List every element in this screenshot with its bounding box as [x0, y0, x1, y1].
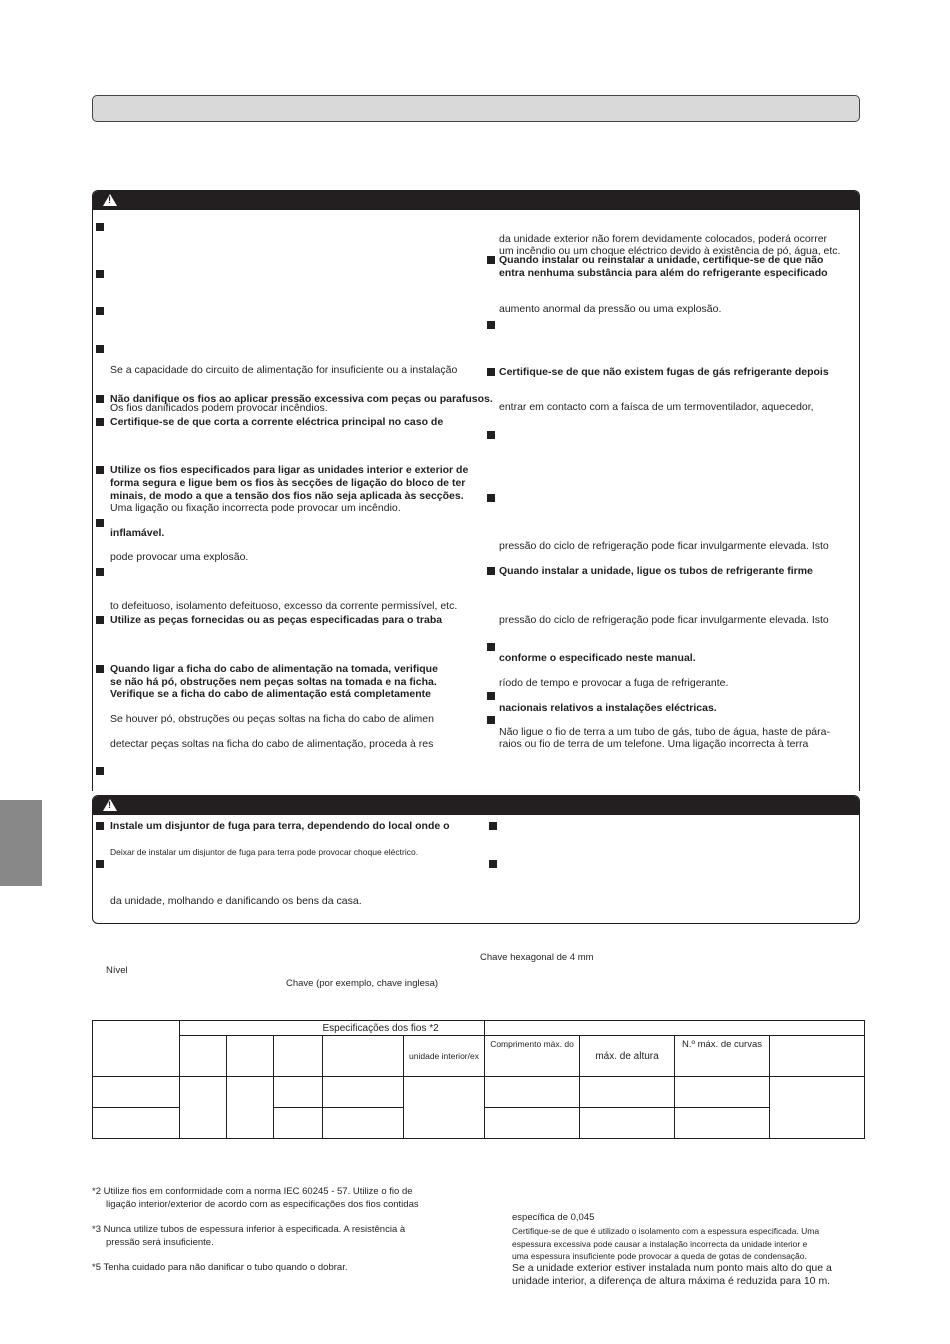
note-height-1: Se a unidade exterior estiver instalada num ponto mais alto do que a — [512, 1262, 832, 1274]
square-bullet-icon — [487, 716, 495, 724]
square-bullet-icon — [96, 767, 104, 775]
square-bullet-icon — [96, 307, 104, 315]
table-col-max-height: máx. de altura — [580, 1036, 675, 1077]
table-cell — [580, 1077, 675, 1108]
square-bullet-icon — [96, 270, 104, 278]
table-cell — [274, 1077, 323, 1108]
square-bullet-icon — [96, 519, 104, 527]
table-cell — [323, 1108, 404, 1139]
square-bullet-icon — [96, 223, 104, 231]
square-bullet-icon — [96, 395, 104, 403]
tool-hex-key: Chave hexagonal de 4 mm — [480, 952, 594, 963]
paragraph-text: da unidade, molhando e danificando os bens da casa. — [110, 895, 362, 907]
square-bullet-icon — [96, 345, 104, 353]
warning-triangle-icon — [103, 194, 117, 206]
table-cell — [485, 1077, 580, 1108]
table-cell — [93, 1077, 180, 1108]
table-cell — [485, 1108, 580, 1139]
note-insulation-1: Certifique-se de que é utilizado o isolamento com a espessura especificada. Uma — [512, 1226, 820, 1236]
paragraph-text: nacionais relativos a instalações eléctricas. — [499, 702, 717, 714]
square-bullet-icon — [96, 616, 104, 624]
paragraph-text: detectar peças soltas na ficha do cabo de alimentação, proceda à res — [110, 738, 434, 750]
bullet-text: Quando instalar ou reinstalar a unidade, certifique-se de que não — [499, 254, 824, 266]
note-specific: específica de 0,045 — [512, 1212, 595, 1223]
note-height-2: unidade interior, a diferença de altura máxima é reduzida para 10 m. — [512, 1275, 831, 1287]
table-cell — [404, 1077, 485, 1139]
table-cell — [93, 1108, 180, 1139]
paragraph-text: Se a capacidade do circuito de alimentação for insuficiente ou a instalação — [110, 364, 458, 376]
table-group-header: Especificações dos fios *2 — [323, 1021, 485, 1036]
note-insulation-2: espessura excessiva pode causar a instalação incorrecta da unidade interior e — [512, 1239, 808, 1249]
note-3-line1: *3 Nunca utilize tubos de espessura inferior à especificada. A resistência à — [92, 1224, 406, 1235]
paragraph-text: um incêndio ou um choque eléctrico devido à existência de pó, água, etc. — [499, 245, 841, 257]
paragraph-text: inflamável. — [110, 527, 165, 539]
square-bullet-icon — [96, 466, 104, 474]
bullet-text: Não danifique os fios ao aplicar pressão excessiva com peças ou parafusos. — [110, 393, 493, 405]
table-cell — [274, 1036, 323, 1077]
paragraph-text: Uma ligação ou fixação incorrecta pode provocar um incêndio. — [110, 502, 401, 514]
language-side-tab — [0, 800, 42, 886]
paragraph-text: conforme o especificado neste manual. — [499, 652, 696, 664]
square-bullet-icon — [487, 321, 495, 329]
table-col-interior-exterior: unidade interior/ex — [404, 1036, 485, 1077]
bullet-text: Instale um disjuntor de fuga para terra, dependendo do local onde o — [110, 820, 450, 832]
paragraph-text: ríodo de tempo e provocar a fuga de refrigerante. — [499, 677, 729, 689]
table-cell — [675, 1077, 770, 1108]
table-col-max-bends: N.º máx. de curvas — [675, 1036, 770, 1077]
note-insulation-3: uma espessura insuficiente pode provocar a queda de gotas de condensação. — [512, 1251, 807, 1261]
square-bullet-icon — [487, 494, 495, 502]
paragraph-text: Não ligue o fio de terra a um tubo de gás, tubo de água, haste de pára- — [499, 726, 830, 738]
note-2-line1: *2 Utilize fios em conformidade com a norma IEC 60245 - 57. Utilize o fio de — [92, 1186, 413, 1197]
square-bullet-icon — [487, 692, 495, 700]
specification-table — [92, 1020, 865, 1139]
square-bullet-icon — [96, 665, 104, 673]
warning-header — [93, 191, 859, 210]
note-2-line2: ligação interior/exterior de acordo com as especificações dos fios contidas — [106, 1199, 419, 1210]
paragraph-text: pode provocar uma explosão. — [110, 551, 249, 563]
table-cell — [580, 1108, 675, 1139]
paragraph-text: pressão do ciclo de refrigeração pode ficar invulgarmente elevada. Isto — [499, 614, 829, 626]
paragraph-text: raios ou fio de terra de um telefone. Uma ligação incorrecta à terra — [499, 738, 809, 750]
tool-level: Nível — [106, 965, 128, 976]
note-3-line2: pressão será insuficiente. — [106, 1237, 214, 1248]
caution-triangle-icon — [103, 799, 117, 811]
table-cell — [323, 1077, 404, 1108]
table-cell — [227, 1036, 274, 1077]
paragraph-text: da unidade exterior não forem devidamente colocados, poderá ocorrer — [499, 233, 828, 245]
square-bullet-icon — [487, 256, 495, 264]
paragraph-text: pressão do ciclo de refrigeração pode ficar invulgarmente elevada. Isto — [499, 540, 829, 552]
paragraph-text: aumento anormal da pressão ou uma explosão. — [499, 303, 722, 315]
bullet-text: Utilize os fios especificados para ligar as unidades interior e exterior de — [110, 464, 469, 476]
square-bullet-icon — [487, 567, 495, 575]
square-bullet-icon — [487, 368, 495, 376]
table-cell — [274, 1108, 323, 1139]
paragraph-text: minais, de modo a que a tensão dos fios não seja aplicada às secções. — [110, 490, 464, 502]
square-bullet-icon — [489, 822, 497, 830]
paragraph-text: entra nenhuma substância para além do refrigerante especificado — [499, 267, 828, 279]
table-cell — [485, 1021, 865, 1036]
caution-header — [93, 796, 859, 815]
tool-wrench: Chave (por exemplo, chave inglesa) — [286, 978, 439, 989]
table-cell — [675, 1108, 770, 1139]
square-bullet-icon — [489, 860, 497, 868]
square-bullet-icon — [487, 643, 495, 651]
square-bullet-icon — [487, 431, 495, 439]
paragraph-text: Se houver pó, obstruções ou peças soltas na ficha do cabo de alimen — [110, 713, 434, 725]
table-cell — [770, 1077, 865, 1139]
bullet-text: Utilize as peças fornecidas ou as peças especificadas para o traba — [110, 614, 443, 626]
square-bullet-icon — [96, 418, 104, 426]
bullet-text: Quando instalar a unidade, ligue os tubos de refrigerante firme — [499, 565, 813, 577]
table-cell — [227, 1077, 274, 1139]
paragraph-text: Os fios danificados podem provocar incêndios. — [110, 402, 328, 414]
table-col-max-length: Comprimento máx. do — [485, 1036, 580, 1077]
square-bullet-icon — [96, 860, 104, 868]
table-cell — [770, 1036, 865, 1077]
bullet-text: Certifique-se de que corta a corrente eléctrica principal no caso de — [110, 416, 444, 428]
note-5: *5 Tenha cuidado para não danificar o tubo quando o dobrar. — [92, 1262, 348, 1273]
bullet-text: Quando ligar a ficha do cabo de alimentação na tomada, verifique — [110, 663, 438, 675]
paragraph-text: forma segura e ligue bem os fios às secções de ligação do bloco de ter — [110, 477, 466, 489]
paragraph-text: se não há pó, obstruções nem peças soltas na tomada e na ficha. — [110, 676, 437, 688]
paragraph-text: to defeituoso, isolamento defeituoso, excesso da corrente permissível, etc. — [110, 600, 458, 612]
table-cell — [323, 1036, 404, 1077]
table-cell — [180, 1021, 323, 1036]
table-cell — [93, 1021, 180, 1077]
paragraph-text: Verifique se a ficha do cabo de alimentação está completamente — [110, 688, 431, 700]
paragraph-text: Deixar de instalar um disjuntor de fuga para terra pode provocar choque eléctrico. — [110, 847, 419, 857]
square-bullet-icon — [96, 568, 104, 576]
square-bullet-icon — [96, 822, 104, 830]
table-cell — [180, 1077, 227, 1139]
section-title-bar — [92, 95, 860, 122]
table-cell — [180, 1036, 227, 1077]
paragraph-text: entrar em contacto com a faísca de um termoventilador, aquecedor, — [499, 401, 814, 413]
bullet-text: Certifique-se de que não existem fugas de gás refrigerante depois — [499, 366, 829, 378]
